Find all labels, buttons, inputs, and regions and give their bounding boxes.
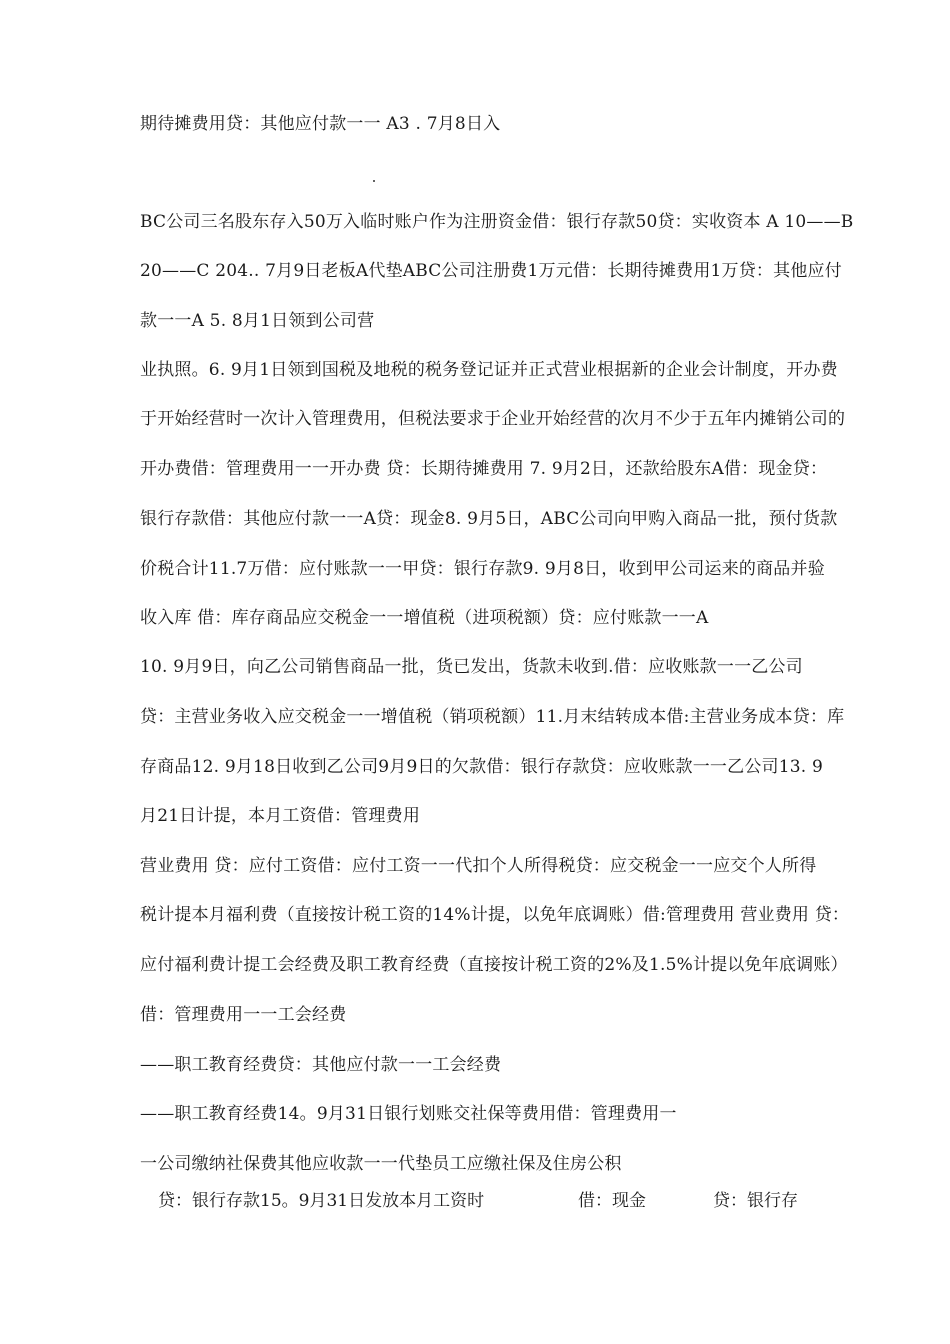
text-line: 10. 9月9日，向乙公司销售商品一批，货已发出，货款未收到.借：应收账款一一乙公司 [140,657,803,677]
text-line: 银行存款借：其他应付款一一A贷：现金8. 9月5日，ABC公司向甲购入商品一批，预付货款 [140,509,838,529]
last-line-part-2: 借：现金 [578,1191,646,1211]
stray-dot [373,180,375,182]
text-line: 存商品12. 9月18日收到乙公司9月9日的欠款借：银行存款贷：应收账款一一乙公司13. 9 [140,757,823,777]
text-line: 开办费借：管理费用一一开办费 贷：长期待摊费用 7. 9月2日，还款给股东A借：现金贷： [140,459,828,479]
text-line: BC公司三名股东存入50万入临时账户作为注册资金借：银行存款50贷：实收资本 A 10——B [140,212,854,232]
text-line: 税计提本月福利费（直接按计税工资的14%计提，以免年底调账）借:管理费用 营业费用 贷： [140,905,850,925]
last-line-part-3: 贷：银行存 [713,1191,798,1211]
text-line: ——职工教育经费贷：其他应付款一一工会经费 [140,1055,502,1075]
text-line: 业执照。6. 9月1日领到国税及地税的税务登记证并正式营业根据新的企业会计制度，开办费 [140,360,838,380]
text-line: 月21日计提，本月工资借：管理费用 [140,806,421,826]
text-line: 贷：主营业务收入应交税金一一增值税（销项税额）11.月末结转成本借:主营业务成本贷：库 [140,707,845,727]
text-line: 应付福利费计提工会经费及职工教育经费（直接按计税工资的2%及1.5%计提以免年底调账） [140,955,848,975]
text-line: 营业费用 贷：应付工资借：应付工资一一代扣个人所得税贷：应交税金一一应交个人所得 [140,856,817,876]
text-line: 款一一A 5. 8月1日领到公司营 [140,311,375,331]
text-line: 一公司缴纳社保费其他应收款一一代垫员工应缴社保及住房公积 [140,1154,622,1174]
text-line: 价税合计11.7万借：应付账款一一甲贷：银行存款9. 9月8日，收到甲公司运来的商品并验 [140,559,825,579]
text-line: 于开始经营时一次计入管理费用，但税法要求于企业开始经营的次月不少于五年内摊销公司的 [140,409,846,429]
text-line: 期待摊费用贷：其他应付款一一 A3 . 7月8日入 [140,114,501,134]
text-line: ——职工教育经费14。9月31日银行划账交社保等费用借：管理费用一 [140,1104,677,1124]
last-line-part-1: 贷：银行存款15。9月31日发放本月工资时 [158,1191,485,1211]
text-line: 借：管理费用一一工会经费 [140,1005,347,1025]
text-line: 20——C 204.. 7月9日老板A代垫ABC公司注册费1万元借：长期待摊费用1万贷：其他应付 [140,261,842,281]
text-line: 收入库 借：库存商品应交税金一一增值税（进项税额）贷：应付账款一一A [140,608,709,628]
